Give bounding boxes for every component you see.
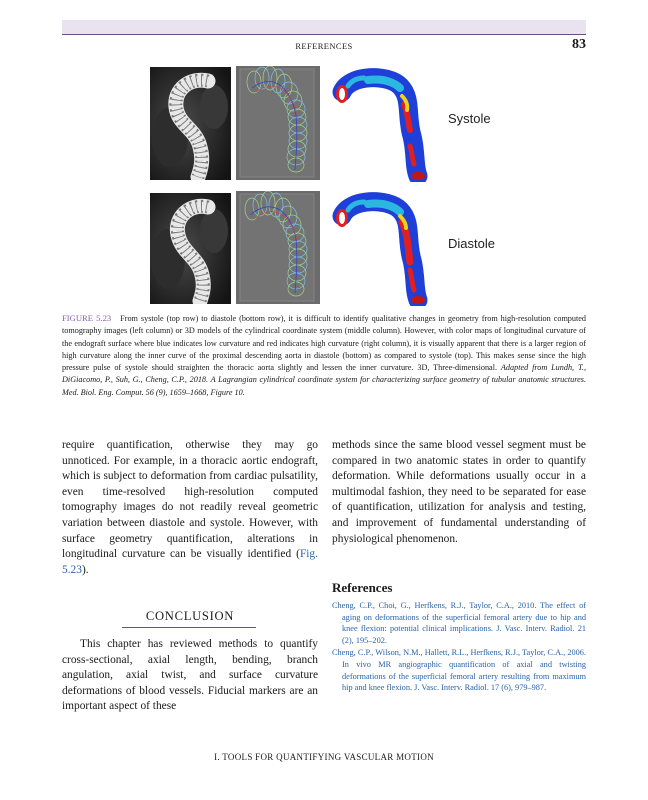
conclusion-rule: [122, 627, 256, 628]
body-paragraph-right: [332, 438, 586, 547]
body-left-xref-open: (: [296, 548, 300, 561]
figure-crossref-link[interactable]: Fig. 5.23: [62, 548, 318, 576]
model-3d-diastole: [236, 191, 320, 304]
reference-item[interactable]: Cheng, C.P., Choi, G., Herfkens, R.J., Taylor, C.A., 2010. The effect of aging on deformations of the superficial femoral artery due to hip and knee flexion: potential clinical implications. J. Vasc. Interv. Radiol. 21 (2), 195–202.: [332, 601, 586, 645]
figure-label: FIGURE 5.23: [62, 313, 112, 323]
ct-image-diastole: [150, 193, 231, 304]
caption-text: From systole (top row) to diastole (bottom row), it is difficult to identify qualitative changes in geometry from high-resolution computed tomography images (left column) or 3D models of the cylindrical coordinate system (middle column). However, with color maps of longitudinal curvature of the endograft surface where blue indicates low curvature and red indicates high curvature (right column), it is visually apparent that there is a larger region of high curvature along the inner curve of the proximal descending aorta in diastole (bottom) as compared to systole (top). This makes sense since the high pressure pulse of systole should straighten the thoracic aorta slightly and lessen the inner curvature. 3D, Three-dimensional.: [62, 314, 586, 373]
curvature-map-systole: [328, 66, 444, 182]
label-diastole: Diastole: [448, 236, 495, 251]
figure-caption: [62, 312, 586, 399]
conclusion-heading: CONCLUSION: [145, 609, 235, 623]
body-right-text: methods since the same blood vessel segment must be compared in two anatomic states in order to quantify deformation. While deformations usually occur in a multimodal fashion, they need to be separated for ease of quantification, utilization for analysis and testing, and improvement of fundamental understanding of physiological phenomenon.: [332, 439, 586, 545]
references-list: [332, 600, 586, 695]
running-head: REFERENCES: [295, 41, 353, 51]
body-left-text: require quantification, otherwise they may go unnoticed. For example, in a thoracic aortic endograft, which is subject to deformation from cardiac pulsatility, even time-resolved high-resolution computed tomography images do not readily reveal geometric variation between diastole and systole. However, with surface geometry quantification, alterations in longitudinal curvature can be visually identified: [62, 439, 318, 561]
page-footer: I. TOOLS FOR QUANTIFYING VASCULAR MOTION: [214, 752, 434, 762]
curvature-map-diastole: [328, 192, 444, 306]
page-number: 83: [572, 37, 586, 52]
model-3d-systole: [236, 66, 320, 180]
header-band: [62, 20, 586, 34]
header-rule: [62, 34, 586, 35]
body-left-xref-close: ).: [81, 563, 89, 576]
references-heading: References: [332, 580, 393, 595]
conclusion-text: This chapter has reviewed methods to quantify cross-sectional, axial length, bending, branch angulation, axial twist, and surface curvature deformations of blood vessels. Fiducial markers are an important aspect of these: [62, 638, 318, 713]
label-systole: Systole: [448, 111, 491, 126]
ct-image-systole: [150, 67, 231, 180]
body-paragraph-left: [62, 438, 318, 578]
caption-source: Adapted from Lundh, T., DiGiacomo, P., Suh, G., Cheng, C.P., 2018. A Lagrangian cylindrical coordinate system for characterizing surface geometry of tubular anatomic structures. Med. Biol. Eng. Comput. 56 (9), 1659–1668, Figure 10.: [62, 363, 587, 397]
reference-item[interactable]: Cheng, C.P., Wilson, N.M., Hallett, R.L., Herfkens, R.J., Taylor, C.A., 2006. In vivo MR angiographic quantification of axial and twisting deformations of the superficial femoral artery resulting from maximum hip and knee flexion. J. Vasc. Interv. Radiol. 17 (6), 979–987.: [332, 648, 586, 693]
conclusion-paragraph: [62, 637, 318, 715]
